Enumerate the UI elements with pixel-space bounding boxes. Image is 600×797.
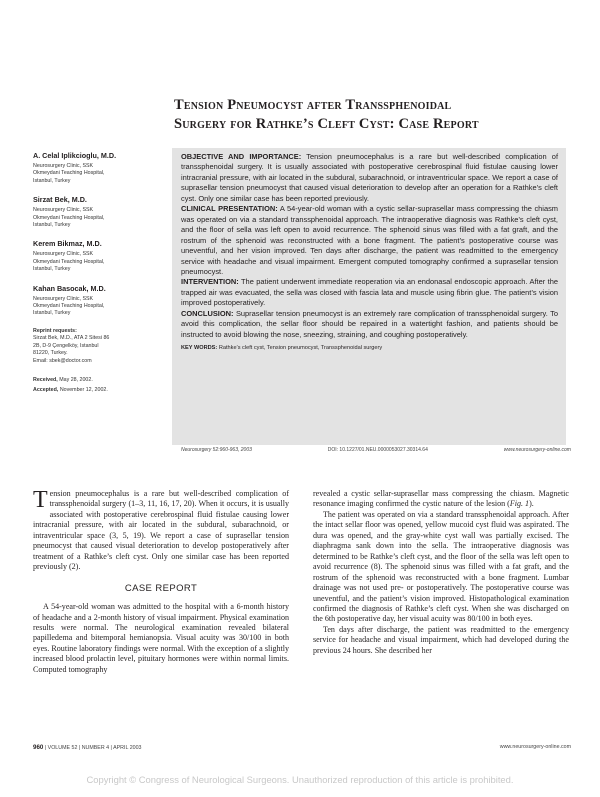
author-affiliation <box>33 163 161 185</box>
aff-line: Istanbul, Turkey <box>33 310 71 317</box>
author-block <box>33 195 161 229</box>
reprint-requests <box>33 328 161 365</box>
journal-url: www.neurosurgery-online.com <box>503 447 571 453</box>
case-text: revealed a cystic sellar-suprasellar mass compressing the chiasm. Magnetic resonance imaging confirmed the cystic nature of the lesion ( <box>313 489 569 509</box>
body-column-left <box>33 489 289 675</box>
case-paragraph: The patient was operated on via a standard transsphenoidal approach. After the intact sellar floor was opened, yellow mucoid cyst fluid was aspirated. The dura was opened, and the gray-white cyst wall was partially excised. The diaphragma sank down into the sella. The intraoperative diagnosis was determined to be Rathke’s cleft cyst, and the floor of the sella was left open to avoid recurrence (8). The sphenoid sinus was filled with a fat graft, and the rostrum of the sphenoid was reconstructed with a bone fragment. Lumbar drainage was not used pre- or postoperatively. The postoperative course was uneventful, and the patient’s vision improved. Histopathological examination confirmed the diagnosis of Rathke’s cleft cyst. When she was discharged on the 6th postoperative day, her visual acuity was 80/100 in both eyes. <box>313 509 569 624</box>
intro-paragraph <box>33 489 289 573</box>
issue-info: VOLUME 52 | NUMBER 4 | APRIL 2003 <box>47 745 142 751</box>
case-paragraph: A 54-year-old woman was admitted to the hospital with a 6-month history of headache and a 2-month history of visual impairment. Physical examination results were normal. The neurological examination revealed bilateral papilledema and bitemporal hemianopsia. Visual acuity was 30/100 in both eyes. Routine laboratory findings were normal. With the exception of a slightly increased blood prolactin level, pituitary hormones were within normal limits. Computed tomography <box>33 602 289 674</box>
drop-cap: T <box>33 487 48 513</box>
section-heading: CASE REPORT <box>124 582 198 594</box>
author-name: Kahan Basocak, M.D. <box>33 283 106 293</box>
author-sidebar <box>33 151 161 396</box>
aff-line: Okmeydani Teaching Hospital, <box>33 170 105 177</box>
aff-line: Istanbul, Turkey <box>33 222 71 229</box>
author-affiliation <box>33 296 161 318</box>
keywords-label: KEY WORDS: <box>181 345 218 352</box>
author-affiliation <box>33 251 161 273</box>
conclusion-text: Suprasellar tension pneumocyst is an extremely rare complication of transsphenoidal surgery. To avoid this complication, the sellar floor should be repaired in a watertight fashion, and patients should be instructed to avoid blowing the nose, sneezing, straining, and coughing postoperatively. <box>181 308 558 339</box>
doi: DOI: 10.1227/01.NEU.0000053027.30314.64 <box>327 447 428 453</box>
article-dates <box>33 375 161 396</box>
author-name: Kerem Bikmaz, M.D. <box>33 239 102 249</box>
objective-label: OBJECTIVE AND IMPORTANCE: <box>181 152 302 161</box>
citation-line <box>181 447 571 453</box>
accepted-value: November 12, 2002. <box>59 387 108 394</box>
intervention-label: INTERVENTION: <box>181 277 239 287</box>
conclusion-label: CONCLUSION: <box>181 308 234 318</box>
clinical-label: CLINICAL PRESENTATION: <box>181 204 278 214</box>
aff-line: Okmeydani Teaching Hospital, <box>33 214 105 221</box>
aff-line: Neurosurgery Clinic, SSK <box>33 251 94 258</box>
keywords <box>181 345 558 351</box>
author-name: A. Celal Iplikcioglu, M.D. <box>33 151 117 160</box>
received-label: Received, <box>33 376 58 383</box>
abstract-conclusion <box>181 309 558 340</box>
case-text: ). <box>529 499 534 509</box>
reprint-heading: Reprint requests: <box>33 327 77 334</box>
title-line-2: Surgery for Rathke’s Cleft Cyst: Case Report <box>174 116 479 132</box>
intervention-text: The patient underwent immediate reoperation via an endonasal endoscopic approach. After the trapped air was evacuated, the sella was closed with fascia lata and muscle using fibrin glue. The patient’s vision improved postoperatively. <box>181 277 558 308</box>
author-block <box>33 284 161 318</box>
aff-line: Istanbul, Turkey <box>33 177 71 184</box>
accepted-label: Accepted, <box>33 387 59 394</box>
aff-line: Neurosurgery Clinic, SSK <box>33 295 94 302</box>
footer-left: 960 | VOLUME 52 | NUMBER 4 | APRIL 2003 <box>33 744 142 751</box>
intro-text: ension pneumocephalus is a rare but well-described complication of transsphenoidal surgery (1–3, 11, 16, 17, 20). When it occurs, it is usually associated with postoperative cerebrospinal fluid fistulae causing lower intracranial pressure, with air located in the subdural, subarachnoid, or intraventricular space (3, 5, 19). We report a case of suprasellar tension pneumocyst that caused visual deterioration to develop postoperatively after treatment of a Rathke’s cleft cyst. Only one similar case has been reported previously (2). <box>33 489 289 572</box>
abstract-clinical <box>181 204 558 277</box>
reprint-line: 2B, D-9 Çengelköy, Istanbul <box>33 342 99 349</box>
body-column-right <box>313 489 569 656</box>
aff-line: Neurosurgery Clinic, SSK <box>33 207 94 214</box>
page-footer <box>33 744 571 751</box>
article-title <box>174 96 574 134</box>
case-paragraph: Ten days after discharge, the patient was readmitted to the emergency service for headache and visual impairment, which had developed during the previous 24 hours. She described her <box>313 624 569 655</box>
page-number: 960 <box>33 744 44 751</box>
clinical-text: A 54-year-old woman with a cystic sellar-suprasellar mass compressing the chiasm was operated on via a standard transsphenoidal approach. The intraoperative diagnosis was Rathke’s cleft cyst, and the floor of sella was left open to avoid recurrence. The sphenoid sinus was filled with a fat graft, and the rostrum of the sphenoid was reconstructed with a bone fragment. The patient’s postoperative course was uneventful, and her vision improved. Ten days after discharge, the patient was readmitted to the emergency service with headache and visual impairment. Emergent computed tomography confirmed a suprasellar tension pneumocyst. <box>181 204 559 276</box>
reprint-line: 81220, Turkey. <box>33 350 68 357</box>
author-block <box>33 239 161 273</box>
reprint-line: Sirzat Bek, M.D., ATA 2 Sitesi 86 <box>33 335 110 342</box>
aff-line: Neurosurgery Clinic, SSK <box>33 163 94 169</box>
copyright-notice: Copyright © Congress of Neurological Surgeons. Unauthorized reproduction of this article is prohibited. <box>86 774 514 785</box>
case-paragraph <box>313 489 569 510</box>
received-value: May 28, 2002. <box>59 376 93 383</box>
abstract-intervention <box>181 277 558 308</box>
author-affiliation <box>33 207 161 229</box>
accepted-date <box>33 385 161 396</box>
aff-line: Istanbul, Turkey <box>33 266 71 273</box>
author-block <box>33 151 161 185</box>
aff-line: Okmeydani Teaching Hospital, <box>33 258 105 265</box>
abstract-box <box>172 148 566 445</box>
title-line-1: Tension Pneumocyst after Transsphenoidal <box>174 97 452 113</box>
aff-line: Okmeydani Teaching Hospital, <box>33 303 105 310</box>
objective-text: Tension pneumocephalus is a rare but well-described complication of transsphenoidal surgery. It is usually associated with postoperative cerebrospinal fluid fistulae causing lower intracranial pressure, with air located in the subdural, subarachnoid, or intraventricular space. We report a case of suprasellar tension pneumocyst that caused visual deterioration to develop after an operation for a Rathke’s cleft cyst. Only one similar case has been reported previously. <box>181 152 559 203</box>
keywords-text: Rathke’s cleft cyst, Tension pneumocyst, Transsphenoidal surgery <box>218 345 383 352</box>
footer-url: www.neurosurgery-online.com <box>499 744 571 750</box>
journal-citation: Neurosurgery 52:960-963, 2003 <box>181 447 252 453</box>
received-date <box>33 375 161 386</box>
abstract-objective <box>181 152 558 204</box>
author-name: Sirzat Bek, M.D. <box>33 195 87 205</box>
figure-reference: Fig. 1 <box>509 499 530 509</box>
reprint-email: Email: sbek@doctor.com <box>33 357 92 364</box>
